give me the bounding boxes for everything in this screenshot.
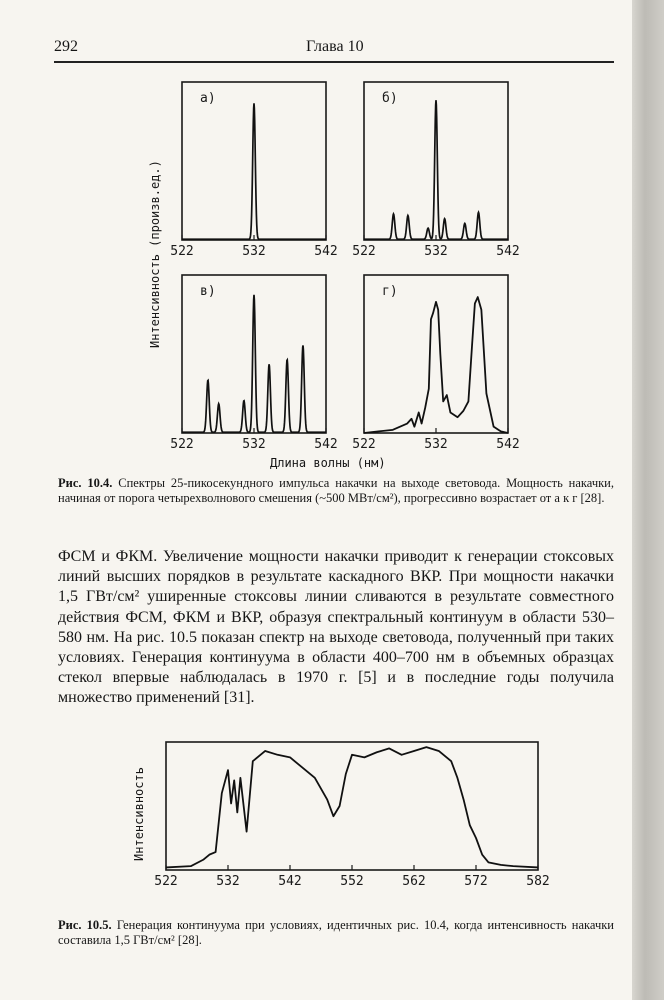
spectrum-line: [166, 747, 538, 867]
continuum-spectrum: [154, 742, 554, 912]
panel-label: в): [200, 284, 216, 299]
running-header: [54, 38, 614, 60]
figure-10-5-ylabel: Интенсивность: [132, 767, 146, 861]
x-tick-label: 522: [170, 437, 194, 452]
spectrum-panel-a: [170, 82, 338, 262]
spectrum-panel-d: [352, 275, 520, 455]
spectrum-line: [182, 103, 326, 239]
panel-label: а): [200, 91, 216, 106]
x-tick-label: 562: [402, 874, 426, 889]
panel-label: б): [382, 91, 398, 106]
figure-10-5-caption-label: Рис. 10.5.: [58, 918, 112, 932]
figure-10-5-chart: [154, 742, 554, 912]
figure-10-4-xlabel: Длина волны (нм): [270, 456, 386, 470]
figure-10-5-caption: [58, 918, 614, 948]
x-tick-label: 542: [496, 437, 520, 452]
x-tick-label: 572: [464, 874, 488, 889]
figure-10-5-caption-text: Генерация континуума при условиях, идентичных рис. 10.4, когда интенсивность накачки составила 1,5 ГВт/см² [28].: [58, 918, 614, 947]
x-tick-label: 542: [496, 244, 520, 259]
figure-10-4-panel-a: [170, 82, 338, 262]
x-tick-label: 522: [352, 437, 376, 452]
plot-frame: [166, 742, 538, 870]
figure-10-4-panel-d: [352, 275, 520, 455]
figure-10-4-panel-b: [352, 82, 520, 262]
figure-10-5-ylabel-wrap: [130, 758, 150, 868]
figure-10-4-caption-label: Рис. 10.4.: [58, 476, 113, 490]
figure-10-4-caption-text: Спектры 25-пикосекундного импульса накачки на выходе световода. Мощность накачки, начиная от порога четырехволнового смешения (~500 МВт/см²), прогрессивно возрастает от а к г [28].: [58, 476, 614, 505]
figure-10-4-ylabel: Интенсивность (произв.ед.): [148, 160, 162, 348]
spectrum-panel-c: [170, 275, 338, 455]
figure-10-4-panel-c: [170, 275, 338, 455]
figure-10-4-caption: [58, 476, 614, 506]
x-tick-label: 582: [526, 874, 550, 889]
x-tick-label: 522: [352, 244, 376, 259]
x-tick-label: 542: [314, 437, 338, 452]
x-tick-label: 552: [340, 874, 364, 889]
x-tick-label: 532: [242, 437, 266, 452]
header-rule: [54, 61, 614, 63]
x-tick-label: 542: [314, 244, 338, 259]
spectrum-line: [364, 100, 508, 239]
x-tick-label: 522: [170, 244, 194, 259]
x-tick-label: 532: [424, 437, 448, 452]
panel-label: г): [382, 284, 398, 299]
spectrum-line: [364, 297, 508, 433]
page-edge-shadow: [632, 0, 664, 1000]
chapter-title: Глава 10: [306, 38, 364, 55]
body-paragraph: ФСМ и ФКМ. Увеличение мощности накачки приводит к генерации стоксовых линий высших порядков в результате каскадного ВКР. При мощности накачки 1,5 ГВт/см² уширенные стоксовы линии сливаются в результате совместного действия ФСМ, ФКМ и ВКР, образуя спектральный континуум в области 530–580 нм. На рис. 10.5 показан спектр на выходе световода, полученный при таких условиях. Генерация континуума в области 400–700 нм в объемных образцах стекол впервые наблюдалась в 1970 г. [5] и в последние годы получила множество применений [31].: [58, 548, 614, 707]
spectrum-panel-b: [352, 82, 520, 262]
page-number: 292: [54, 38, 78, 55]
x-tick-label: 532: [242, 244, 266, 259]
x-tick-label: 542: [278, 874, 302, 889]
x-tick-label: 522: [154, 874, 178, 889]
x-tick-label: 532: [216, 874, 240, 889]
x-tick-label: 532: [424, 244, 448, 259]
spectrum-line: [182, 295, 326, 432]
figure-10-4-ylabel-wrap: [138, 160, 162, 348]
